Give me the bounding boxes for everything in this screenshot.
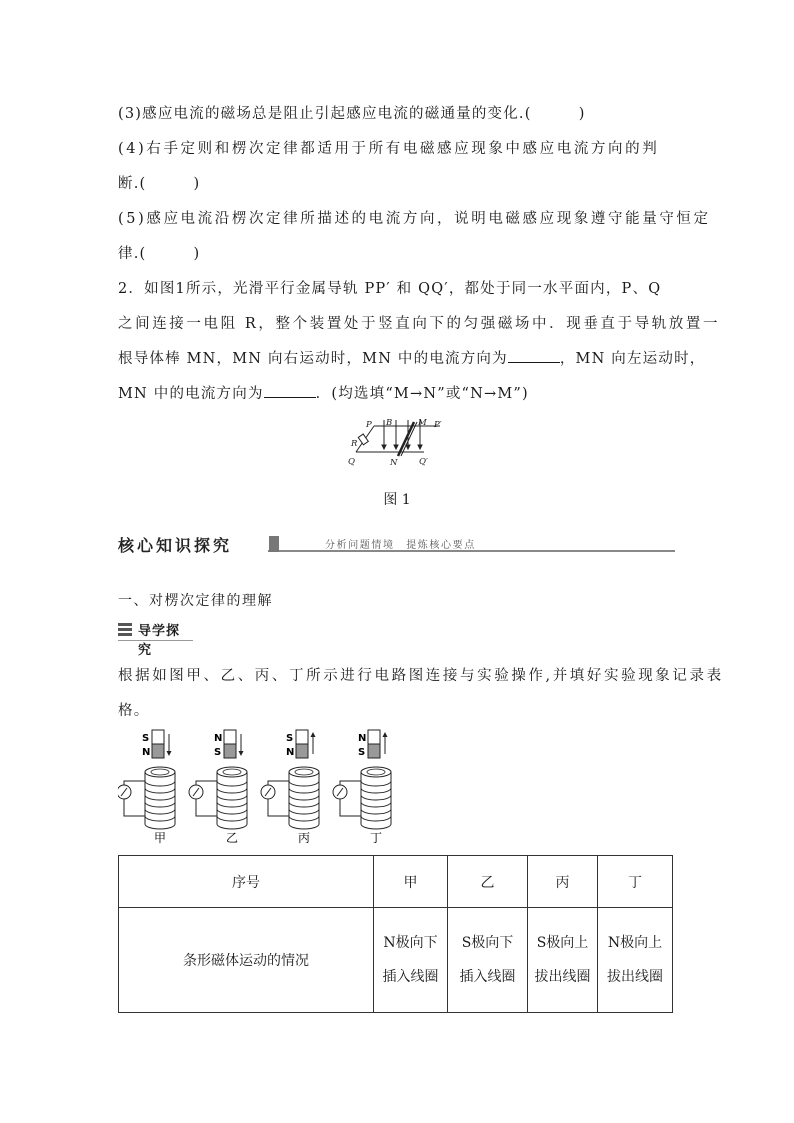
coil-top: [289, 767, 319, 777]
q2-line4-a: MN 中的电流方向为: [118, 386, 264, 402]
label-m: M: [418, 418, 427, 428]
pole-label: N: [358, 733, 367, 744]
coil-turn: [145, 816, 175, 821]
q2-line1: 2．如图1所示，光滑平行金属导轨 PP′ 和 QQ′，都处于同一水平面内，P、Q: [118, 281, 662, 297]
coil-turn: [289, 795, 319, 800]
wire: [268, 781, 289, 785]
banner-title: 核心知识探究: [118, 533, 264, 553]
wire: [340, 781, 361, 785]
coil-turn: [217, 802, 247, 807]
pole-label: S: [214, 747, 222, 758]
magnet-bottom: [296, 744, 308, 758]
coil-turn: [289, 802, 319, 807]
magnet-bottom: [368, 744, 380, 758]
item-5-line1: (5)感应电流沿楞次定律所描述的电流方向，说明电磁感应现象遵守能量守恒定: [118, 211, 711, 227]
label-p: P: [366, 420, 372, 430]
coil-top: [145, 767, 175, 777]
coil-turn: [145, 788, 175, 793]
coil-turn: [361, 781, 391, 786]
item-5-line2: 律.( ): [118, 246, 201, 262]
pole-label: S: [286, 733, 294, 744]
experiment-setup: [118, 730, 175, 845]
coil-turn: [217, 816, 247, 821]
cell-line: 拔出线圈: [607, 969, 663, 985]
coil-turn: [361, 802, 391, 807]
q2-line3: [118, 347, 706, 368]
header-cell: 丁: [598, 856, 673, 908]
header-cell: 甲: [374, 856, 448, 908]
wire: [124, 799, 145, 816]
coil-turn: [289, 788, 319, 793]
answer-blank-2[interactable]: [264, 385, 316, 398]
experiment-figure: [118, 726, 408, 848]
coil-turn: [145, 795, 175, 800]
label-n: N: [390, 458, 398, 468]
magnet-bottom: [224, 744, 236, 758]
instruction-line1: 根据如图甲、乙、丙、丁所示进行电路图连接与实验操作,并填好实验现象记录表: [118, 668, 724, 684]
header-cell: 丙: [528, 856, 598, 908]
wire: [268, 799, 289, 816]
pole-label: S: [142, 733, 150, 744]
magnet-top: [224, 730, 236, 744]
item-3: (3)感应电流的磁场总是阻止引起感应电流的磁通量的变化.( ): [118, 106, 586, 122]
wire: [196, 781, 217, 785]
pole-label: N: [214, 733, 223, 744]
setup-label: 丁: [370, 831, 383, 845]
table-cell: [528, 908, 598, 1013]
setup-label: 甲: [154, 831, 167, 845]
label-b: B: [386, 418, 393, 428]
section-heading: 一、对楞次定律的理解: [118, 593, 273, 609]
header-cell: 序号: [119, 856, 374, 908]
coil-turn: [361, 809, 391, 814]
cell-line: 拔出线圈: [534, 969, 591, 985]
coil-turn: [289, 781, 319, 786]
coil-top: [361, 767, 391, 777]
coil-top: [217, 767, 247, 777]
wire: [340, 799, 361, 816]
setup-label: 乙: [226, 831, 239, 845]
magnet-top: [368, 730, 380, 744]
label-p-prime: P′: [434, 420, 442, 430]
coil-turn: [217, 781, 247, 786]
wire: [196, 799, 217, 816]
banner-tag: [269, 536, 279, 552]
pole-label: N: [142, 747, 151, 758]
experiment-setup: [261, 730, 319, 845]
experiment-setup: [333, 730, 391, 845]
section-banner: [118, 531, 675, 557]
sub-heading: [118, 620, 193, 658]
q2-line4-b: ．(均选填“M→N”或“N→M”): [315, 386, 529, 402]
pole-label: S: [358, 747, 366, 758]
observation-table: [118, 855, 673, 1013]
coil-turn: [145, 802, 175, 807]
coil-turn: [217, 809, 247, 814]
q2-line4: [118, 382, 529, 403]
pole-label: N: [286, 747, 295, 758]
q2-line2: 之间连接一电阻 R，整个装置处于竖直向下的匀强磁场中．现垂直于导轨放置一: [118, 316, 721, 332]
coil-turn: [217, 795, 247, 800]
sub-heading-label: 导学探究: [138, 624, 181, 658]
row-label: 条形磁体运动的情况: [119, 908, 374, 1013]
cell-line: S极向下: [461, 935, 514, 951]
figure-caption: 图 1: [383, 492, 411, 508]
q2-line3-b: ，MN 向左运动时，: [559, 351, 706, 367]
table-cell: [374, 908, 448, 1013]
wire: [124, 781, 145, 785]
table-row: [119, 908, 673, 1013]
cell-line: S极向上: [536, 935, 589, 951]
conductor-rod: [398, 422, 414, 456]
coil-turn: [361, 788, 391, 793]
table-cell: [598, 908, 673, 1013]
table-header-row: [119, 856, 673, 908]
coil-turn: [145, 781, 175, 786]
answer-blank-1[interactable]: [508, 350, 560, 363]
cell-line: N极向上: [607, 935, 663, 951]
coil-turn: [289, 816, 319, 821]
label-q: Q: [348, 457, 355, 467]
rail-diagram: [340, 416, 450, 474]
magnet-top: [296, 730, 308, 744]
coil-turn: [361, 795, 391, 800]
label-r: R: [351, 439, 358, 449]
experiment-setup: [189, 730, 247, 845]
coil-turn: [217, 788, 247, 793]
header-cell: 乙: [448, 856, 528, 908]
item-4-line2: 断.( ): [118, 176, 201, 192]
cell-line: N极向下: [383, 935, 438, 951]
label-q-prime: Q′: [419, 457, 428, 467]
banner-subtitle: 分析问题情境 提炼核心要点: [325, 540, 476, 551]
magnet-bottom: [152, 744, 164, 758]
sub-heading-rule: [118, 640, 193, 641]
table-cell: [448, 908, 528, 1013]
magnet-top: [152, 730, 164, 744]
setup-label: 丙: [298, 831, 311, 845]
item-4-line1: (4)右手定则和楞次定律都适用于所有电磁感应现象中感应电流方向的判: [118, 141, 660, 157]
coil-turn: [289, 809, 319, 814]
coil-turn: [361, 816, 391, 821]
cell-line: 插入线圈: [459, 969, 516, 985]
instruction-line2: 格。: [118, 703, 150, 719]
cell-line: 插入线圈: [382, 969, 439, 985]
coil-turn: [145, 809, 175, 814]
q2-line3-a: 根导体棒 MN，MN 向右运动时，MN 中的电流方向为: [118, 351, 508, 367]
